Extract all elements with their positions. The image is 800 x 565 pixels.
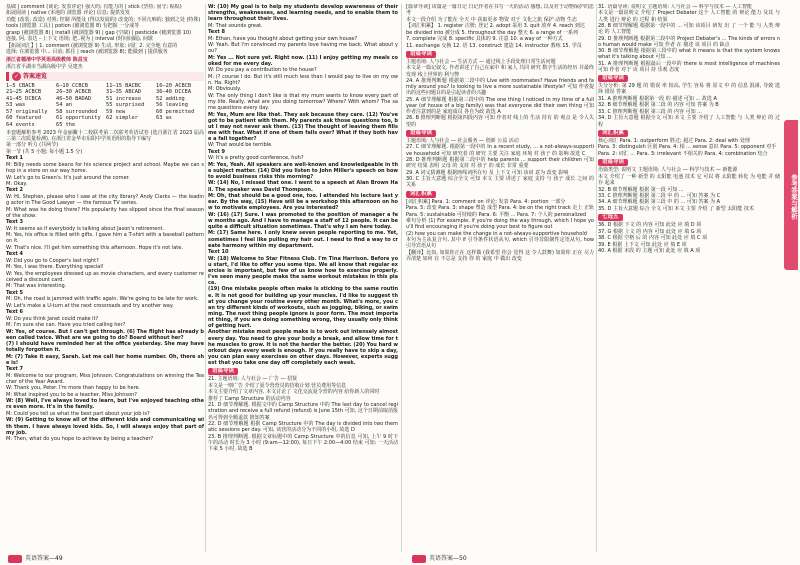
publisher-logo-icon [8,555,22,563]
text-line: W: The only thing I don't like is that my mum wants to know every part of my life. Really, what are you doing tomorrow? Where? With whom? The same questions every day. [208,92,398,112]
side-tab: 参考答案与解析 [784,120,798,270]
text-line: 37. G 根据 上文 的 内容 可知 此处 应 填 G 项 [598,228,702,235]
text-line: 【翻译】比如, 如果你正在 这样做 (我希望 你会 觉得 这 令人鼓舞) 如果你 正在 尽力 弄清楚 如何 在 不总是 支持 你 的 家庭 中 做出 改变 [406,249,594,262]
answer-item: 26—30 ACBCB [56,89,92,96]
col4-section-3 [598,138,780,157]
text-line: 本文 介绍了 一种 新型 的 太阳能 电池 技术 它 可以 将 太阳能 转化 为 电能 并 储存 起来 [598,173,780,187]
text-line: M: I'm sure she can. Have you tried calling her? [6,322,126,329]
text-line: 【词汇积累】 1. register 注册; 登记 2. adopt 采用 3. quit 放弃 4. reach 到达 [406,23,585,30]
answer-item: 55 surprised [106,102,145,109]
answer-item: 51 increase [106,95,142,102]
section-tag: 词汇积累 [598,130,628,137]
text-line: 本文一段介绍 为了能在 全天 中 获取更多 物资 对于 文化之旅 保护 动物 生态 [406,16,577,23]
text-line: M: Then, what do you hope to achieve by being a teacher? [6,436,154,443]
text-line: W: It seems as if everybody is talking about Jason's retirement. [6,225,165,232]
answer-item: 57 originally [6,108,48,115]
text-line: W: (16) (17) Sure. I was promoted to the position of manager a few months ago. And I have to manage a staff of 12 people. It can be quite a difficult situation sometimes. That's why I am here today. [208,211,398,230]
text-line: W: (18) Welcome to Star Fitness Club. I'm Tina Harrison. Before you start, I'd like to offer you some tips. We all know that regular exercise is important, but few of us know how to exercise properly. I've seen many people make the same workout mistakes in this place. [208,255,398,286]
text-line: 失分分析: 第 29 题 的 错误 率 较高, 学生 容易 将 原文 中 的 信息 混淆, 导致 选择 错误 答案 [598,83,780,96]
author-line: 浙江省平湖市当湖高级中学 吴建杰 [6,63,83,70]
text-line: 33. C 推理判断题 根据 第二段 中 的 ... 可知 答案 为 C [598,192,721,199]
answer-title [6,72,204,81]
col4-section-2 [598,83,780,127]
answer-item: 11—15 BACBC [106,83,142,90]
text-line: [词汇积累] Para. 1: comment on 评论; 发表 Para. 4: portion 一部分 [406,198,566,205]
text-line: W: Yeah. But I'm convinced my parents love having me back. What about you? [208,42,398,55]
text-line: 29. A 词义猜测题 根据画线词所在句 及 上下文 可知 该词 意为 改变 影响 [406,169,569,176]
section-tag: 语篇导读 [406,130,436,137]
text-line: Text 7 [6,366,23,373]
text-line: M: Yes ... Not sure yet. Right now. (11) I enjoy getting my meals cooked for me every day. [208,54,398,67]
text-line: M: That was interesting. [6,283,67,290]
text-line: be divided into 被分成 5. throughout the day 整天 6. a range of 一系列 [406,29,579,36]
footer-right [412,553,467,565]
text-line: W: Yes, of course. But I can't get through. (6) The flight has already been called twice. What are we going to do? Board without her? [6,328,204,341]
text-line: 本文是一篇说明文 介绍了 Project Debater 这个 人工智能 的 辩论 能力 及其 与 人类 进行 辩论 的 过程 和 结果 [598,10,780,23]
col2-body [208,4,398,366]
text-line: 语篇类型: 说明文 主题语境: 人与社会 — 科学与技术 — 新能源 [598,167,738,174]
answer-item: 46—50 BADAD [56,95,92,102]
text-line: 本套题解析参考 2023 年金丽衢十二校联考第二次联考英语试卷 (选自浙江省 2023 届高三第二次质量检测). 在浙江省金华市东阳中学英语组的指导下编写 [6,129,204,142]
text-line: Text 2 [6,187,23,194]
text-line: 21. D 细节理解题. 根据文中的 Camp Structure 中的 The last day to cancel registration and receive a full refund (refund) is June 15th 可知, 这个日期前取消报名可得到全额退款 推知答案 [208,402,398,421]
text-line: 本文主要介绍了文章内容, 本文讨论了 文化交流夏令营的内容 给你新人的同时 [208,389,380,396]
answer-item: 60 permitted [156,108,195,115]
text-line: [篇章导读] 该篇是一篇日记 日记作者在书写一天的活动 感想, 以及对于动物保护的思考 [406,4,594,17]
answer-item: 52 adding [156,95,185,102]
answer-item: 62 simpler [106,115,138,122]
text-line: 22. D 细节理解题 根据 Camp Structure 中的 The day is divided into two thematic sessions per day. 可知, 该营的活动分为不同的小组, 故选 D [208,421,398,434]
text-line: M: Ethan, have you thought about getting your own house? [208,35,358,42]
text-line: 28. D 推理判断题 根据第二段中的 help parents ... support their children 可知 研究 结果 表明 父母 的 支持 对 孩子 的 成长 非常 重要 [406,157,594,170]
text-line: M: (? course I do. But it's still much less than I would pay to live on my own. Ha. Right? [208,73,398,86]
text-line: Para. 3: distinguish 区别 Para. 4: 相 ... sense 意识 Para. 5: opponent 对手 [598,144,777,151]
column-2 [208,4,398,552]
text-line: W: Thank you, Peter. I'm more than happy to be here. [6,385,141,392]
answer-item: 41—45 DCBCA [6,95,42,102]
publisher-logo-icon [412,555,426,563]
text-line: 36. D 根据 下文 的 内容 可知 此处 应 填 D 项 [598,222,702,229]
text-line: W: Hi, Stephen, please who I saw at the city library? Andy Clarks — the leading actor in The Good Lawyer — the famous TV series. [6,193,204,207]
text-line: Text 6 [6,309,23,316]
text-line: 27. C 细节理解题. 根据第一段中的 In a recent study, ... a not-always-supportive household 可知 研究者 的 研究 主要 关注 家庭 环境 对 孩子 的 影响 故选 C [406,144,594,157]
text-line: M: (17) Same here. I only knew seven people reporting to me. Yet, sometimes I feel like pulling my hair out. I need to find a way to create harmony within my department. [208,230,398,249]
text-line: M: Oh, the road is jammed with traffic again. We're going to be late for work. [6,296,199,303]
text-line: M: Welcome to our program, Miss Johnson. Congratulations on winning the Teacher of the Year Award. [6,372,204,385]
text-line: 31. A 推理判断题 根据最后一段中的 there is most intelligence of machines 可知 作者 对于 该 项目 持 乐观 态度 [598,60,780,73]
column-divider [596,4,597,552]
text-line: 40. A 根据 本段 的 主题 可知 此处 应 填 A 项 [598,248,701,255]
text-line: Text 5 [6,289,23,296]
answer-title-text: 答案速览 [23,73,48,81]
text-line: W: (8) Well, I've always loved to learn, but I've enjoyed teaching others even more. It's in the family. [6,398,204,411]
text-line: M: What was he doing there? His popularity has slipped since the final season of the show. [6,206,204,219]
text-line: 23. B 推理判断题. 根据文章标题中的 Camp Structure 中的信息 可知, 上午 9 时下午的活动 时长为 3 小时 (9:am—12:00), 每日下午 2:00—4:00 结束 可知: 一天活动下来 5 小时, 故选 B [208,433,398,452]
text-line: 33. C 推理判断题 根据 第三段 的 内容 可知 ... [598,108,702,115]
text-line: 推荐了 Camp Structure 的活动内容 [208,395,291,402]
text-line: 7. complete 完成 8. specific 具体的 9. 注意 10. a way of 一种方式 [406,36,563,43]
text-line: M: What inspired you to be a teacher, Miss Johnson? [6,391,137,398]
text-line: M: That sounds great. [208,22,263,29]
text-line: 30. B 细节理解题 根据第三段中的 what it means is that the system knows what it's talking about 可知 ... [598,48,780,61]
text-line: 38. C 根据 空格 后 的 内容 可知 此处 应 填 C 项 [598,235,708,242]
text-line: 31. 语篇导读: 说明文 主题语境: 人与社会 — 科学与技术 — 人工智能 [598,4,753,10]
text-line: 28. B 细节理解题 根据第一段中的 ... 可知 该项目 研发 出 了 一个 能 与 人类 辩论 的 人工智能 [598,23,780,36]
section-tag: 语篇导读 [598,159,628,166]
col3-intro [406,4,594,49]
text-line: Text 3 [6,219,23,226]
text-line: W: Do you think Janet could make it? [6,315,99,322]
text-line: 核心词汇 Para. 1: outperform 胜过; 超过 Para. 2: deal with 处理 [598,137,750,144]
text-line: 29. D 推理判断题 根据第二段中的 Project Debater's ... The kinds of errors no human would make 可知 作者 在 描述 该 项目 的 缺点 [598,35,780,48]
text-line: 34. D 主旨大意题 根据全文 可知 本文 主要 介绍了 人工智能 与 人类 辩论 的 过程 [598,115,780,128]
text-line: M: Billy needs some beans for his science project and school. Maybe we can shop in a store on our way home. [6,161,204,175]
text-line: 35. D 主旨大意题 综合 全文 可知 本文 主要 介绍 了 新型 太阳能 技术 [598,205,754,212]
text-line: W: Let's make a U-turn at the next crossroads and try another way. [6,302,174,309]
intro-line: 拓展阅读 | native (本地的 浏览器 评论) 信息; 提供发发 [6,10,131,17]
answer-item: 63 as [156,115,172,122]
col3-section-2 [406,138,594,188]
text-line: Text 8 [208,29,225,36]
column-3 [406,4,594,552]
text-line: M: Yes, his office is filled with gifts. I gave him a T-shirt with a baseball pattern on it. [6,232,204,245]
text-line: W: (9) Getting to know all of the different kids and communicating with them. I have always loved kids. So, I will always enjoy that part of my job. [6,417,204,436]
text-line: M: (7) Take it easy, Sarah. Let me call her home number. Oh, there she is! [6,353,204,366]
col3-vocab [406,199,594,237]
text-line: Text 9 [208,148,225,155]
col3-section-1 [406,59,594,128]
text-line: 11. exchange 交换 12. 语 13. construct 建造 14. instructor 教练 15. 学员 [406,42,582,49]
text-line: Para. 5: 改变 Para. 3: shape 塑造 成型 Para. 4: be on the right track 走上 正轨 [406,205,594,212]
column-4 [598,4,780,552]
footer-left [8,553,63,565]
intro-line: 功能 (改装; 改造) 对照; 控制 所能及 (得以发展的) 改变的; 不同凡响的; 独到之处 (特殊) [6,16,201,23]
text-line: Another mistake most people make is to work out intensely almost every day. You need to give your body a break, and allow time for the muscles to grow. It is not the harder the better. (20) You hard workout days every week is enough. If you really have to skip a day, you can plan easy exercises on other days. However, experts suggest that you take one day off completely each week. [208,329,398,366]
text-line: 第一节 (共 5 小题; 每小题 1.5 分) [6,148,83,155]
text-line: (7) I should have reminded her at the office yesterday. She may have totally forgotten it. [6,341,204,354]
col2-analysis [208,376,398,451]
text-line: W: Do you pay a contribution to the house? [208,67,317,74]
page-number: 英语答案—50 [429,555,467,562]
text-line: M: Yes, I was there. Everything special! [6,264,104,271]
col4-section-4 [598,167,780,212]
section-tag: 词汇积累 [406,191,436,198]
answer-item: 53 was [6,102,26,109]
answer-item: 61 opportunity [56,115,101,122]
section-tag: 语篇导读 [598,75,628,82]
text-line: W: That would be terrible. [208,142,273,149]
intro-line: grasp (被浏览器 8) | install (被浏览器 9) | gap (空缺) | pesticide (被浏览器 10) [6,29,192,36]
text-line: W: Let's go to Green's. It's just around the corner. [6,174,130,181]
text-line: W: Yes, the employees dressed up as movie characters, and every customer received a discount card. [6,270,204,283]
text-line: M: Yes, Yeah. All speakers are well-known and knowledgeable in the subject matter. (14) Did you listen to John Miller's speech on how to avoid business risks this morning? [208,161,398,180]
intro-line: 基础 | comment (谈论; 发表评论) 强大的; 有能力的 | stick (坚持; 固守; 粘贴) [6,4,182,10]
text-line: M: Yes, Mum are like that. They ask because they care. (12) You've got to be patient with them. My parents ask those questions too, but I may not never ask them. (13) The thought of leaving them fills me with fear. What if one of them falls over? What if they both have a fall together? [208,111,398,142]
text-line: 39. E 根据 上下文 可知 此处 应 填 E 项 [598,241,687,248]
column-divider [205,4,206,552]
text-line: M: Obviously. [208,86,242,93]
col3-closing [406,237,594,262]
text-line: Text 4 [6,251,23,258]
answer-item: 6—10 CCBCB [56,83,88,90]
text-line: Para. 5: sustainable 可持续的 Para. 6: 平衡 ... Para. 7: 个人的 personalized [406,211,587,218]
col4-section-5 [598,222,780,254]
text-line: (2) how you can make the change in a not-always-supportive household [406,230,587,237]
column-divider [401,4,402,552]
answer-item: 64 events [6,121,35,128]
text-line: 本句为主从复合句, 其中 if 引导条件状语从句, which 引导非限制性定语从句, how 引导宾语从句 [406,237,594,250]
col1-body [6,130,204,442]
answer-item: 54 an [56,102,72,109]
intro-line: 【拓展词汇】| 1. comment (被浏览器 9) 生动, 形象; 词汇 2. 完全地 有意的 [6,42,178,49]
text-line: Text 10 [208,249,229,256]
text-line: 25. A 细节理解题 根据第三段中的 The one thing I noticed in my time of a full year (of house of a big family) was that everyone did their own thing 可知 作者注意到的是 家庭成员 各自为政 故选 A [406,96,594,115]
answer-item: 36—40 DCCEA [156,89,192,96]
text-line: (19) One mistake people often make is sticking to the same routine. It is not good for building up your muscles. I'd like to suggest that you change your routine every other month. What's more, you can try different kinds of workouts, such as jogging, biking, or swimming. The next thing people ignore is poor form. The most important thing, if you are doing something wrong, they usually only think of getting hurt. [208,286,398,329]
answer-item: 58 surrounded [56,108,98,115]
text-line: 32. B 细节理解题 根据 第二段 的 内容 可知 答案 为 B [598,102,719,109]
answer-item: 59 new [106,108,126,115]
text-line: W: That's nice. I'll get him something this afternoon. Hope it's not late. [6,244,183,251]
answer-item: 1—5 CBACB [6,83,35,90]
text-line: 难句分析 (1) For example, if you're doing the way through, which I hope you'll find encouraging if you're doing your best to figure out [406,218,594,231]
check-icon: ✓ [13,73,20,81]
page-number: 英语答案—49 [25,555,63,562]
answer-item: 16—20 ACBCB [156,83,192,90]
text-line: 32. B 细节理解题 根据 第一段 可知 ... [598,186,684,193]
column-1 [6,4,204,552]
answer-item: 31—35 ABCAD [106,89,142,96]
intro-line: 选择; 在浏览器 中... 目前; 抓住 | reach (被浏览器 8); 能做到 | 提供服务 [6,49,168,56]
text-line: Text 1 [6,155,23,162]
text-line: 31. A 推理判断题 根据第一段 的 描述 可知 ... 故选 A [598,95,717,102]
text-line: 主题语境: 人与社会 — 社会服务 — 创新 公益 活动 [406,137,519,144]
text-line: W: It's a pretty good conference, huh? [208,155,304,162]
text-line: 30. C 主旨大意题 综合全文 可知 本文 主要 讲述了 家庭 支持 与 孩子 成长 之间 的 关系 [406,176,594,189]
text-line: 26. B 推理判断题 根据第四段内容 可知 作者对 线上的 生活 持有 的 观点 是 令人失望的 [406,115,594,128]
text-line: M: Okay. [6,181,28,187]
text-line: 21. 主题语境: 人与社会 — 广告 — 招贤 [208,376,298,383]
text-line: Para. 2: 词汇 ... Para. 3: irrelevant 不相关的 Para. 4: combination 结合 [598,150,768,157]
text-line: W: (14) No, I missed that one. I went to a speech at Alan Brown Hall. The speaker was David Thompson. [208,180,398,193]
text-line: 本文是一篇记叙文, 作者讲述了自己在家中 和 家人 共同 研究 数字生活的经历 并最终 发现 线上世界的 利与弊 [406,65,594,78]
text-line: M: Oh, that should be a good one, too. I attended his lecture last year. By the way, (15) Have will be a workshop this afternoon on how to motivate employees. Are you interested? [208,193,398,212]
answer-item: 56 leaving [156,102,188,109]
text-line: 24. A 推理判断题 根据第二段中的 Live with roommates? Have friends and family around you? Is looking to live a more sustainable lifestyle? 可知 作者提出的这些问题目的是引起读者的兴趣 [406,78,594,97]
section-tag: 语篇导读 [406,51,436,58]
text-line: 第一部分 听力 (共两节) [6,142,59,149]
text-line: W: (10) My goal is to help my students develop awareness of their strengths, weaknesses, and learning needs, and to enable them to learn throughout their lives. [208,4,398,23]
col4-section-1 [598,4,780,73]
text-line: W: Did you go to Cooper's last night? [6,257,99,264]
text-line: 本文是一则广告 介绍了夏令营营员的招收计划 营员费用等信息 [208,382,347,389]
section-tag: 语篇导读 [208,368,238,375]
col1-intro [6,4,204,55]
text-line: 34. A 细节理解题 根据 第三段 中 的 ... 可知 答案 为 A [598,199,721,206]
answer-grid [6,83,204,128]
text-line: 主题语境: 人与社会 — 生活方式 — 通过线上手段处理日常生活问题 [406,59,556,65]
intro-line: 连接, 阿, 表达 - 上下文 语境; 把..视为 | interval (时间间隔), 间歇 [6,36,153,43]
answer-item: 65 the [56,121,76,128]
intro-line: tools (浏览器 工具) | potion (被浏览器 8) 有把握 一分成等 [6,23,140,30]
text-line: M: Could you tell us what the best part about your job is? [6,410,150,417]
answer-item: 60 featured [6,115,42,122]
answer-item: 21—25 ACBCB [6,89,42,96]
author-line: 浙江省德清中学英语高级教师 陈昌宝 [6,57,88,64]
section-tag: 七选五 [598,214,623,221]
